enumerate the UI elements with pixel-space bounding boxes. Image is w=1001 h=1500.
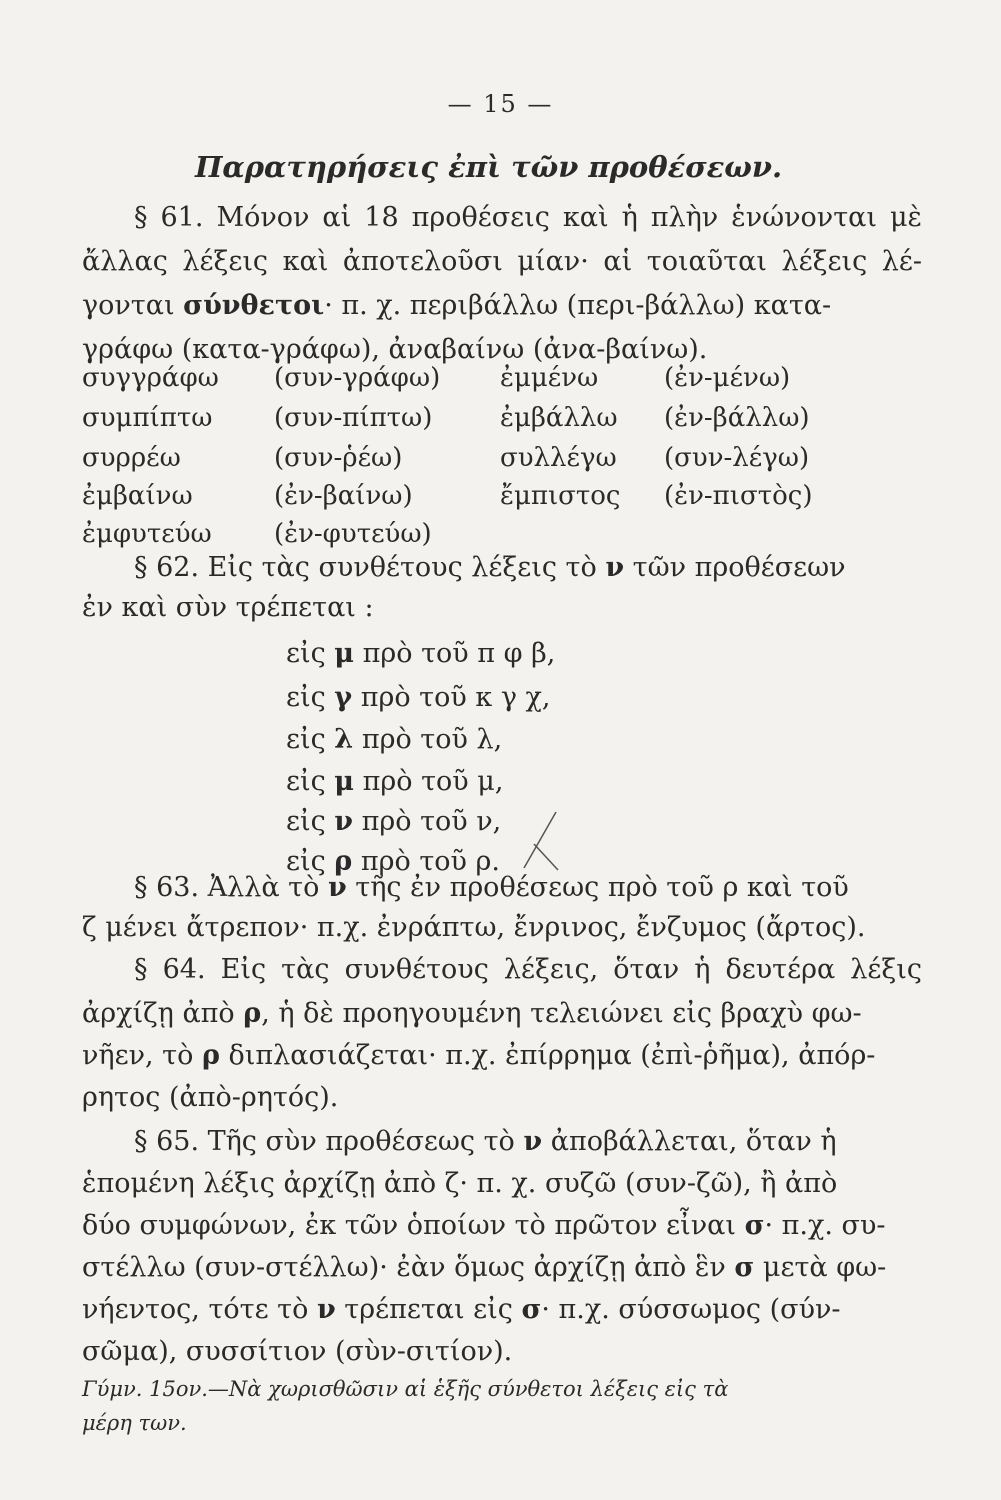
paragraph-62-line-1 <box>82 546 922 590</box>
bold-letter: ν <box>316 1294 336 1325</box>
text-run: νῆεν, τὸ <box>82 1040 194 1071</box>
text-run: ἀρχίζῃ ἀπὸ <box>82 998 235 1029</box>
compound-word: συμπίπτω <box>82 403 213 433</box>
bold-letter: σ <box>744 1210 765 1241</box>
rule-item <box>286 718 502 762</box>
rule-letter: γ <box>334 682 353 713</box>
compound-split: (συν-γράφω) <box>274 363 441 393</box>
paragraph-64-line-4: ρητος (ἀπὸ-ρητός). <box>82 1082 339 1113</box>
compound-split: (ἐν-βαίνω) <box>274 481 413 511</box>
text-run: στέλλω (συν-στέλλω)· ἐὰν ὅμως ἀρχίζῃ ἀπὸ ἓν <box>82 1252 726 1283</box>
paragraph-65-line-6: σῶμα), συσσίτιον (σὺν-σιτίον). <box>82 1336 513 1367</box>
paragraph-64-line-3 <box>82 1034 922 1078</box>
bold-letter: ρ <box>201 1040 220 1071</box>
rule-letter: μ <box>334 766 355 797</box>
compound-word: ἐμφυτεύω <box>82 519 212 549</box>
rule-text: πρὸ τοῦ ρ. <box>360 846 500 877</box>
paragraph-62-line-2: ἐν καὶ σὺν τρέπεται : <box>82 592 374 623</box>
paragraph-61-line-4: γράφω (κατα-γράφω), ἀναβαίνω (ἀνα-βαίνω). <box>82 334 708 365</box>
compound-word: ἔμπιστος <box>500 481 621 511</box>
compound-split: (ἐν-πιστὸς) <box>664 481 813 511</box>
compound-split: (συν-λέγω) <box>664 443 810 473</box>
bold-letter: ν <box>605 552 625 583</box>
rule-item <box>286 760 503 804</box>
bold-term-syntheta: σύνθετοι <box>183 290 325 321</box>
paragraph-61-line-3 <box>82 284 922 328</box>
text-run: διπλασιάζεται· π.χ. ἐπίρρημα (ἐπὶ-ῥῆμα), ἀπόρ- <box>228 1040 876 1071</box>
compound-word: ἐμβάλλω <box>500 403 618 433</box>
compound-word: συρρέω <box>82 443 181 473</box>
paragraph-64-line-1: § 64. Εἰς τὰς συνθέτους λέξεις, ὅταν ἡ δευτέρα λέξις <box>134 954 922 985</box>
rule-letter: λ <box>334 724 354 755</box>
text-run: δύο συμφώνων, ἐκ τῶν ὁποίων τὸ πρῶτον εἶναι <box>82 1210 736 1241</box>
compound-split: (ἐν-βάλλω) <box>664 403 810 433</box>
rule-text: πρὸ τοῦ λ, <box>361 724 503 755</box>
paragraph-65-line-5 <box>82 1288 922 1332</box>
text-run: · π.χ. συ- <box>764 1210 886 1241</box>
text-run: § 65. Τῆς σὺν προθέσεως τὸ <box>134 1126 515 1157</box>
compound-split: (ἐν-φυτεύω) <box>274 519 432 549</box>
rule-letter: μ <box>334 638 355 669</box>
pencil-cross-mark-icon <box>520 808 560 872</box>
text-run: · π.χ. σύσσωμος (σύν- <box>541 1294 841 1325</box>
text-run: , ἡ δὲ προηγουμένη τελειώνει εἰς βραχὺ φω- <box>261 998 862 1029</box>
text-run: νήεντος, τότε τὸ <box>82 1294 309 1325</box>
text-run: γονται <box>82 290 175 321</box>
rule-text: πρὸ τοῦ κ γ χ, <box>360 682 551 713</box>
text-run: ἀποβάλλεται, ὅταν ἡ <box>550 1126 837 1157</box>
paragraph-65-line-2: ἑπομένη λέξις ἀρχίζῃ ἀπὸ ζ· π. χ. συζῶ (συν-ζῶ), ἢ ἀπὸ <box>82 1168 838 1199</box>
paragraph-63-line-1 <box>82 866 922 910</box>
bold-letter: σ <box>734 1252 755 1283</box>
paragraph-65-line-3 <box>82 1204 922 1248</box>
compound-word: ἐμμένω <box>500 363 599 393</box>
rule-text: πρὸ τοῦ π φ β, <box>362 638 556 669</box>
text-run: § 63. Ἀλλὰ τὸ <box>134 872 320 903</box>
compound-word: ἐμβαίνω <box>82 481 193 511</box>
rule-prefix: εἰς <box>286 682 326 713</box>
compound-split: (συν-πίπτω) <box>274 403 433 433</box>
rule-text: πρὸ τοῦ ν, <box>361 806 502 837</box>
text-run: · π. χ. περιβάλλω (περι-βάλλω) κατα- <box>324 290 832 321</box>
paragraph-63-line-2: ζ μένει ἄτρεπον· π.χ. ἐνράπτω, ἔνρινος, ἔνζυμος (ἄρτος). <box>82 912 866 943</box>
section-title: Παρατηρήσεις ἐπὶ τῶν προθέσεων. <box>195 150 783 184</box>
rule-item <box>286 800 501 844</box>
paragraph-64-line-2 <box>82 992 922 1036</box>
rule-prefix: εἰς <box>286 846 326 877</box>
paragraph-65-line-4 <box>82 1246 922 1290</box>
text-run: τρέπεται εἰς <box>344 1294 513 1325</box>
rule-item <box>286 632 555 676</box>
compound-word: συγγράφω <box>82 363 219 393</box>
rule-letter: ρ <box>334 846 353 877</box>
exercise-note-line-1: Γύμν. 15ον.—Νὰ χωρισθῶσιν αἱ ἑξῆς σύνθετοι λέξεις εἰς τὰ <box>82 1377 729 1401</box>
bold-letter: ν <box>327 872 347 903</box>
rule-letter: ν <box>334 806 354 837</box>
paragraph-65-line-1 <box>82 1120 922 1164</box>
rule-text: πρὸ τοῦ μ, <box>362 766 504 797</box>
paragraph-61-line-1: § 61. Μόνον αἱ 18 προθέσεις καὶ ἡ πλὴν ἑνώνονται μὲ <box>134 202 922 233</box>
compound-split: (συν-ῥέω) <box>274 443 403 473</box>
text-run: § 62. Εἰς τὰς συνθέτους λέξεις τὸ <box>134 552 597 583</box>
rule-prefix: εἰς <box>286 638 326 669</box>
text-run: μετὰ φω- <box>762 1252 887 1283</box>
compound-split: (ἐν-μένω) <box>664 363 791 393</box>
compound-word: συλλέγω <box>500 443 617 473</box>
rule-item <box>286 676 550 720</box>
bold-letter: ν <box>523 1126 543 1157</box>
exercise-note-line-2: μέρη των. <box>82 1411 187 1435</box>
text-run: τῆς ἐν προθέσεως πρὸ τοῦ ρ καὶ τοῦ <box>355 872 849 903</box>
page-number: — 15 — <box>447 90 554 118</box>
rule-prefix: εἰς <box>286 806 326 837</box>
rule-prefix: εἰς <box>286 766 326 797</box>
text-run: τῶν προθέσεων <box>632 552 846 583</box>
bold-letter: ρ <box>243 998 262 1029</box>
rule-prefix: εἰς <box>286 724 326 755</box>
bold-letter: σ <box>521 1294 542 1325</box>
paragraph-61-line-2: ἄλλας λέξεις καὶ ἀποτελοῦσι μίαν· αἱ τοιαῦται λέξεις λέ- <box>82 246 922 277</box>
